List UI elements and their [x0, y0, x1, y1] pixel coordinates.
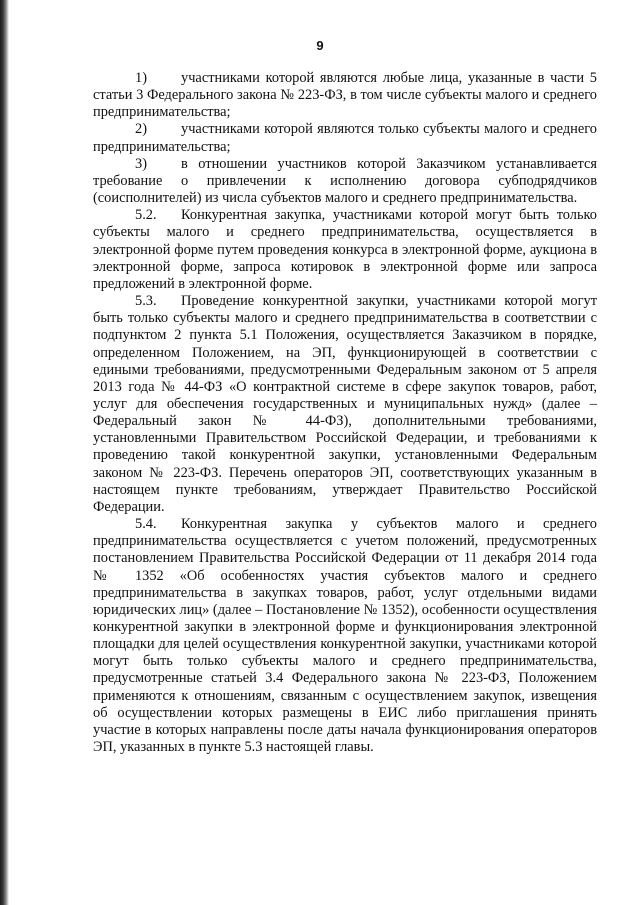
paragraph-5-2: [93, 207, 597, 293]
paragraph-number: 5.4.: [135, 516, 157, 533]
paragraph-text: Конкурентная закупка у субъектов малого и среднего предпринимательства осуществляется с учетом положений, предусмотренных постановлением Правительства Российской Федерации от 11 декабря 2014 года № 1352 «Об особенностях участия субъектов малого и среднего предпринимательства в закупках товаров, работ, услуг отдельными видами юридических лиц» (далее – Постановление № 1352), особенности осуществления конкурентной закупки в электронной форме и функционирования электронной площадки для целей осуществления конкурентной закупки, участниками которой могут быть только субъекты малого и среднего предпринимательства, предусмотренные статьей 3.4 Федерального закона № 223-ФЗ, Положением применяются к отношениям, связанным с осуществлением закупок, извещения об осуществлении которых размещены в ЕИС либо приглашения принять участие в которых направлены после даты начала функционирования операторов ЭП, указанных в пункте 5.3 настоящей главы.: [93, 516, 597, 756]
paragraph-text: Конкурентная закупка, участниками которой могут быть только субъекты малого и среднего предпринимательства, осуществляется в электронной форме путем проведения конкурса в электронной форме, аукциона в электронной форме, запроса котировок в электронной форме или запроса предложений в электронной форме.: [93, 207, 597, 292]
list-item-number: 3): [135, 155, 147, 172]
paragraph-text: Проведение конкурентной закупки, участниками которой могут быть только субъекты малого и среднего предпринимательства в соответствии с подпунктом 2 пункта 5.1 Положения, осуществляется Заказчиком в порядке, определенном Положением, на ЭП, функционирующей в соответствии с едиными требованиями, предусмотренными Федеральным законом от 5 апреля 2013 года № 44-ФЗ «О контрактной системе в сфере закупок товаров, работ, услуг для обеспечения государственных и муниципальных нужд» (далее – Федеральный закон № 44-ФЗ), дополнительными требованиями, установленными Правительством Российской Федерации, и требованиями к проведению такой конкурентной закупки, установленными Федеральным законом № 223-ФЗ. Перечень операторов ЭП, соответствующих указанным в настоящем пункте требованиям, утверждает Правительство Российской Федерации.: [93, 293, 597, 515]
list-item-number: 2): [135, 121, 147, 138]
paragraph-5-4: [93, 516, 597, 756]
document-body: [93, 70, 597, 756]
list-item: [93, 70, 597, 121]
list-item-text: участниками которой являются любые лица, указанные в части 5 статьи 3 Федерального закона № 223-ФЗ, в том числе субъекты малого и среднего предпринимательства;: [93, 70, 597, 121]
list-item-text: участниками которой являются только субъекты малого и среднего предпринимательства;: [93, 121, 597, 155]
paragraph-number: 5.3.: [135, 293, 157, 310]
page-number: 9: [316, 38, 324, 53]
paragraph-number: 5.2.: [135, 207, 157, 224]
list-item-text: в отношении участников которой Заказчиком устанавливается требование о привлечении к исполнению договора субподрядчиков (соисполнителей) из числа субъектов малого и среднего предпринимательства.: [93, 155, 597, 207]
paragraph-5-3: [93, 293, 597, 516]
list-item: [93, 121, 597, 155]
scan-edge-shadow: [0, 0, 9, 905]
list-item: [93, 156, 597, 207]
list-item-number: 1): [135, 70, 147, 86]
